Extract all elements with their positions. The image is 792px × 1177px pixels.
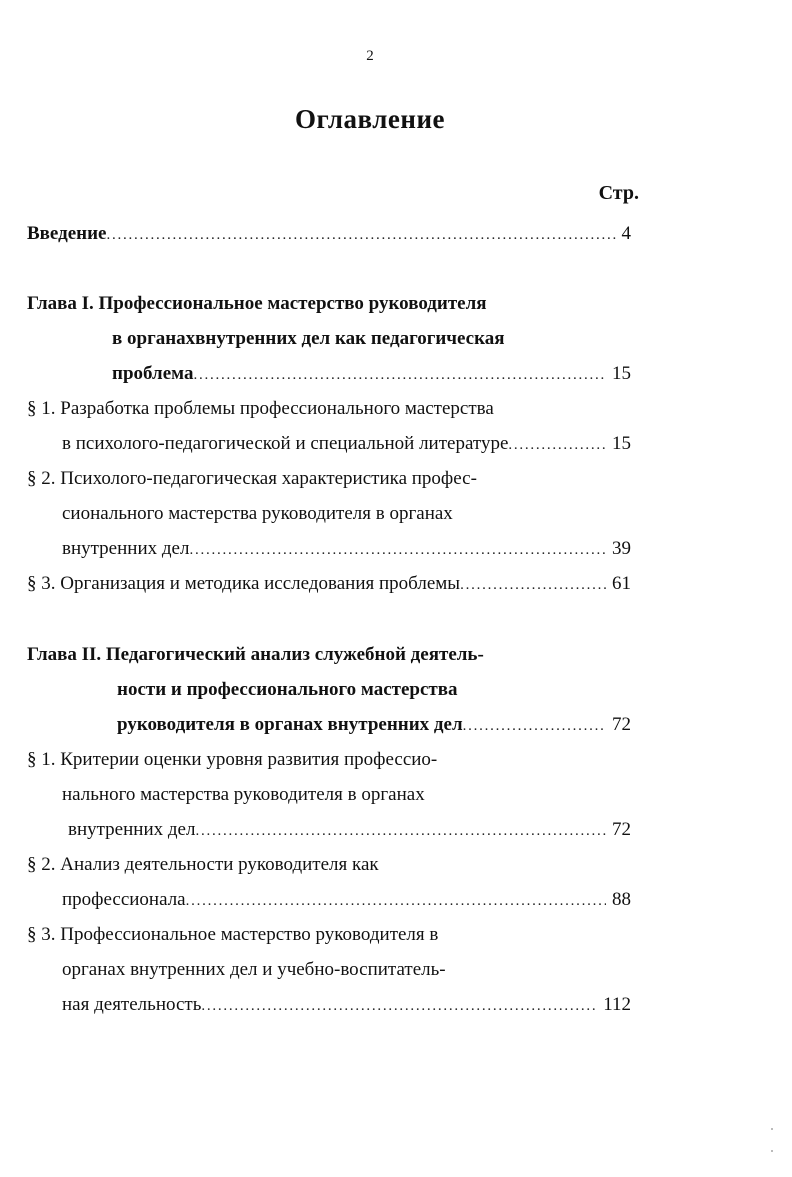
toc-entry-title: проблема (112, 363, 194, 384)
leader-dots (460, 573, 606, 597)
toc-page-number: 88 (612, 889, 631, 910)
chapter-1-heading-line-1: Глава I. Профессиональное мастерство руководителя (27, 293, 487, 314)
toc-page-number: 112 (603, 994, 631, 1015)
toc-page-number: 39 (612, 538, 631, 559)
chapter-2-heading-line-2: ности и профессионального мастерства (117, 679, 458, 700)
section-2-3-last-line (62, 993, 631, 1018)
toc-entry-title: ная деятельность (62, 994, 202, 1015)
toc-page-number: 72 (612, 714, 631, 735)
toc-entry-title: профессионала (62, 889, 186, 910)
section-1-3-last-line (27, 572, 631, 597)
section-2-1-line-1: § 1. Критерии оценки уровня развития профессио- (27, 749, 438, 770)
leader-dots (195, 819, 606, 843)
chapter-1-heading-line-3 (112, 362, 631, 387)
toc-page-number: 15 (612, 433, 631, 454)
section-2-1-line-2: нального мастерства руководителя в органах (62, 784, 425, 805)
leader-dots (189, 538, 606, 562)
leader-dots (201, 994, 597, 1018)
toc-entry-title: внутренних дел (62, 538, 190, 559)
section-1-2-last-line (62, 537, 631, 562)
section-2-2-last-line (62, 888, 631, 913)
toc-entry-title: в психолого-педагогической и специальной литературе (62, 433, 509, 454)
chapter-2-heading-line-3 (117, 713, 631, 738)
scan-speck (771, 1150, 773, 1152)
section-1-2-line-2: сионального мастерства руководителя в органах (62, 503, 453, 524)
section-1-1-line-1: § 1. Разработка проблемы профессионального мастерства (27, 398, 494, 419)
leader-dots (508, 433, 606, 457)
chapter-1-heading-line-2: в органахвнутренних дел как педагогическая (112, 328, 505, 349)
toc-entry-title: руководителя в органах внутренних дел (117, 714, 463, 735)
leader-dots (193, 363, 606, 387)
page-column-header: Стр. (598, 182, 639, 204)
toc-page-number: 61 (612, 573, 631, 594)
toc-entry-title: внутренних дел (68, 819, 196, 840)
chapter-2-heading-line-1: Глава II. Педагогический анализ служебной деятель- (27, 644, 484, 665)
toc-page-number: 15 (612, 363, 631, 384)
section-2-3-line-2: органах внутренних дел и учебно-воспитатель- (62, 959, 446, 980)
page-title: Оглавление (295, 104, 445, 134)
page-number: 2 (366, 48, 374, 64)
toc-entry-intro (27, 222, 631, 247)
leader-dots (463, 714, 606, 738)
leader-dots (186, 889, 606, 913)
toc-entry-title: Введение (27, 223, 107, 244)
section-2-2-line-1: § 2. Анализ деятельности руководителя как (27, 854, 379, 875)
leader-dots (107, 223, 616, 247)
section-2-3-line-1: § 3. Профессиональное мастерство руководителя в (27, 924, 439, 945)
section-1-2-line-1: § 2. Психолого-педагогическая характеристика профес- (27, 468, 477, 489)
toc-page-number: 72 (612, 819, 631, 840)
toc-entry-title: § 3. Организация и методика исследования проблемы (27, 573, 461, 594)
toc-page-number: 4 (621, 223, 631, 244)
section-1-1-last-line (62, 432, 631, 457)
section-2-1-last-line (68, 818, 631, 843)
scan-speck (771, 1128, 773, 1130)
